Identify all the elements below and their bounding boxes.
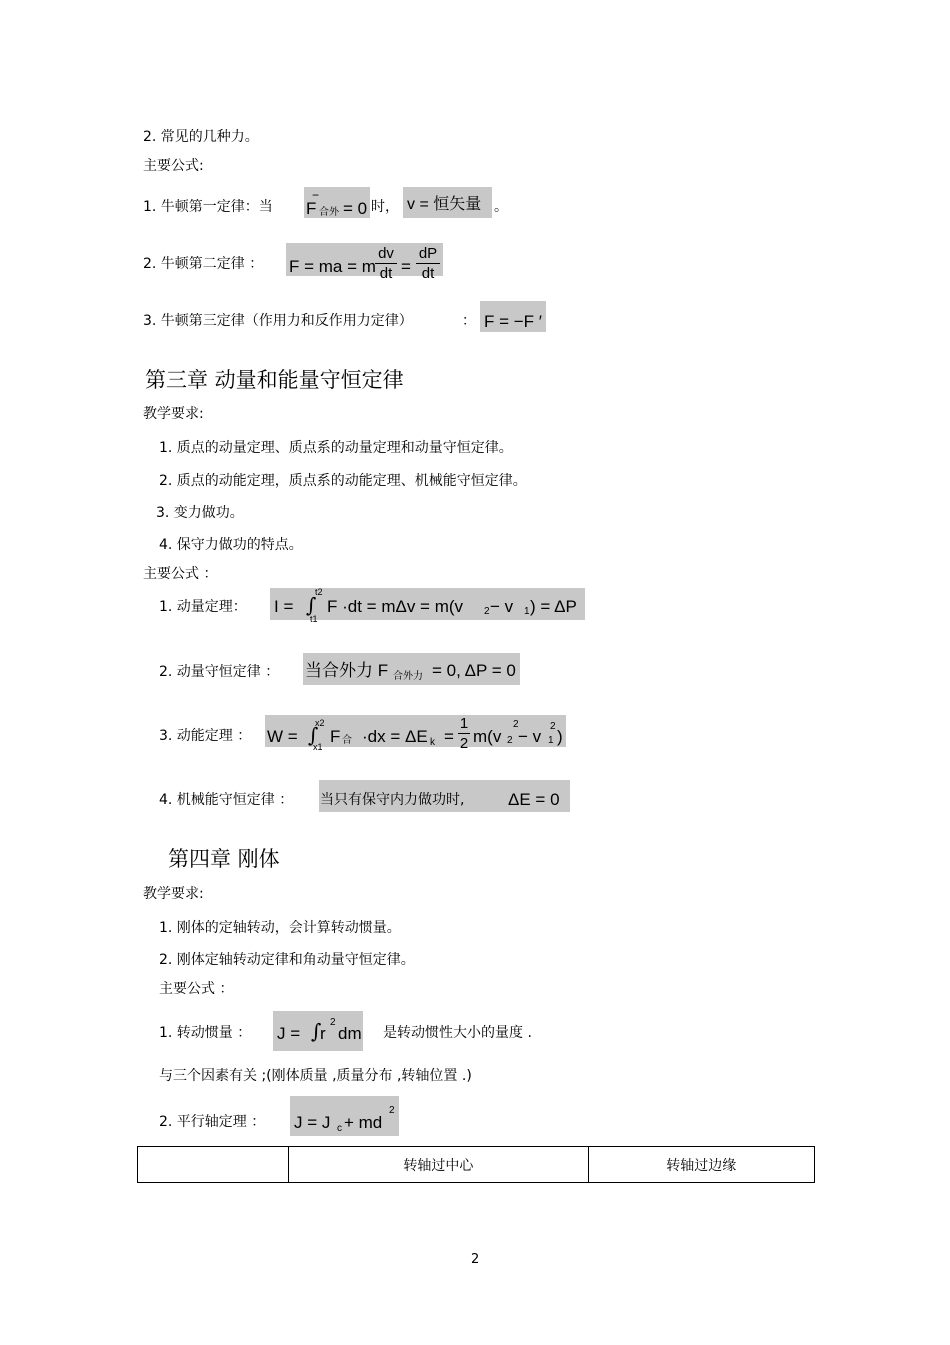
formula-text: W =: [267, 727, 298, 746]
formula-text: v = 恒矢量: [407, 196, 482, 213]
integral-lower: t1: [310, 614, 318, 624]
formula-superscript: 2: [330, 1017, 336, 1028]
list-item: 2. 刚体定轴转动定律和角动量守恒定律。: [159, 952, 415, 968]
integral-lower: x1: [313, 742, 323, 752]
formula-text: ΔE = 0: [508, 790, 560, 809]
formula-label: 2. 牛顿第二定律 ：: [143, 256, 264, 272]
formula-text: F = −F ′: [484, 312, 542, 331]
chapter-title: 第四章 刚体: [168, 847, 280, 871]
formula-text: F: [306, 199, 317, 218]
formula-text: I =: [274, 597, 294, 616]
formula-text: ) = ΔP: [530, 597, 577, 616]
list-item: 3. 变力做功。: [156, 505, 244, 521]
formula-label: 3. 动能定理 ：: [159, 728, 252, 744]
formula-subscript: 2: [484, 606, 490, 617]
item-text: 2. 常见的几种力。: [143, 129, 259, 145]
formula-subscript: 合: [342, 735, 352, 746]
formula-superscript: 2: [389, 1105, 395, 1116]
formula-text: 当只有保守内力做功时,: [320, 792, 465, 808]
table-header-cell: 转轴过中心: [289, 1147, 588, 1183]
formula-label: 2. 动量守恒定律 ：: [159, 664, 280, 680]
formula-subscript: 2: [507, 735, 513, 746]
formula-text: =: [444, 727, 454, 746]
formula-subscript: 合外: [319, 207, 339, 218]
formula-subscript: 合外力: [393, 671, 423, 682]
integral-sign: ∫: [311, 1019, 322, 1043]
formula-label: 4. 机械能守恒定律 ：: [159, 792, 294, 808]
formula-text: dm: [338, 1024, 362, 1043]
integral-upper: x2: [315, 718, 325, 728]
formula-text: J =: [277, 1024, 301, 1043]
formula-superscript: 2: [513, 719, 519, 730]
page-number: 2: [471, 1252, 480, 1267]
list-item: 2. 质点的动能定理，质点系的动能定理、机械能守恒定律。: [159, 473, 527, 489]
formula-label: 1. 动量定理：: [159, 599, 247, 615]
list-item: 4. 保守力做功的特点。: [159, 537, 303, 553]
formula-text: = 0: [343, 199, 368, 218]
note-text: 与三个因素有关 ;(刚体质量 ,质量分布 ,转轴位置 .): [159, 1068, 472, 1084]
formula-subscript: c: [337, 1123, 342, 1134]
formula-colon: ：: [462, 313, 476, 329]
section-label: 主要公式 ：: [143, 566, 218, 582]
fraction: [375, 246, 397, 281]
table-row: [138, 1147, 815, 1183]
formula-superscript: 2: [550, 721, 556, 732]
section-label: 主要公式 ：: [159, 981, 234, 997]
formula-text: F: [330, 727, 341, 746]
formula-subscript: 1: [548, 735, 554, 746]
formula-label: 1. 牛顿第一定律：当: [143, 199, 273, 215]
formula-label: 3. 牛顿第三定律（作用力和反作用力定律）: [143, 313, 413, 329]
section-label: 教学要求:: [143, 886, 204, 902]
moment-table: [137, 1146, 815, 1183]
formula-text: ·dx = ΔE: [362, 727, 428, 746]
integral-sign: ∫: [306, 593, 317, 617]
list-item: 1. 刚体的定轴转动，会计算转动惯量。: [159, 920, 401, 936]
integral-upper: t2: [315, 587, 323, 597]
formula-subscript: 1: [524, 606, 530, 617]
vector-arrow: −: [312, 188, 320, 202]
formula-end: 。: [494, 199, 508, 215]
table-header-cell: [138, 1147, 289, 1183]
denominator: dt: [379, 265, 393, 282]
formula-label: 2. 平行轴定理 ：: [159, 1114, 266, 1130]
chapter-title: 第三章 动量和能量守恒定律: [145, 368, 404, 392]
fraction: [416, 246, 440, 281]
formula-text: + md: [344, 1113, 383, 1132]
formula-text: − v: [518, 727, 542, 746]
formula-text: − v: [490, 597, 514, 616]
formula-text: m(v: [473, 727, 502, 746]
section-label: 教学要求:: [143, 406, 204, 422]
table-header-cell: 转轴过边缘: [588, 1147, 814, 1183]
denominator: 2: [459, 735, 469, 752]
numerator: 1: [459, 715, 469, 732]
formula-text: ): [557, 727, 563, 746]
fraction: [458, 716, 470, 751]
formula-text: r: [320, 1024, 326, 1043]
formula-text: = 0, ΔP = 0: [432, 661, 516, 680]
formula-text: F ·dt = mΔv = m(v: [327, 597, 464, 616]
formula-text: =: [401, 257, 411, 276]
formula-description: 是转动惯性大小的量度 .: [383, 1025, 532, 1041]
numerator: dP: [418, 245, 438, 262]
formula-connector: 时，: [371, 199, 399, 215]
numerator: dv: [378, 245, 394, 262]
section-label: 主要公式:: [143, 158, 204, 174]
formula-text: 当合外力 F: [305, 661, 389, 680]
list-item: 1. 质点的动量定理、质点系的动量定理和动量守恒定律。: [159, 440, 513, 456]
formula-text: J = J: [294, 1113, 331, 1132]
integral-sign: ∫: [308, 723, 319, 747]
denominator: dt: [421, 265, 435, 282]
formula-subscript: k: [430, 737, 435, 748]
formula-label: 1. 转动惯量 ：: [159, 1025, 252, 1041]
formula-text: F = ma = m: [289, 257, 376, 276]
